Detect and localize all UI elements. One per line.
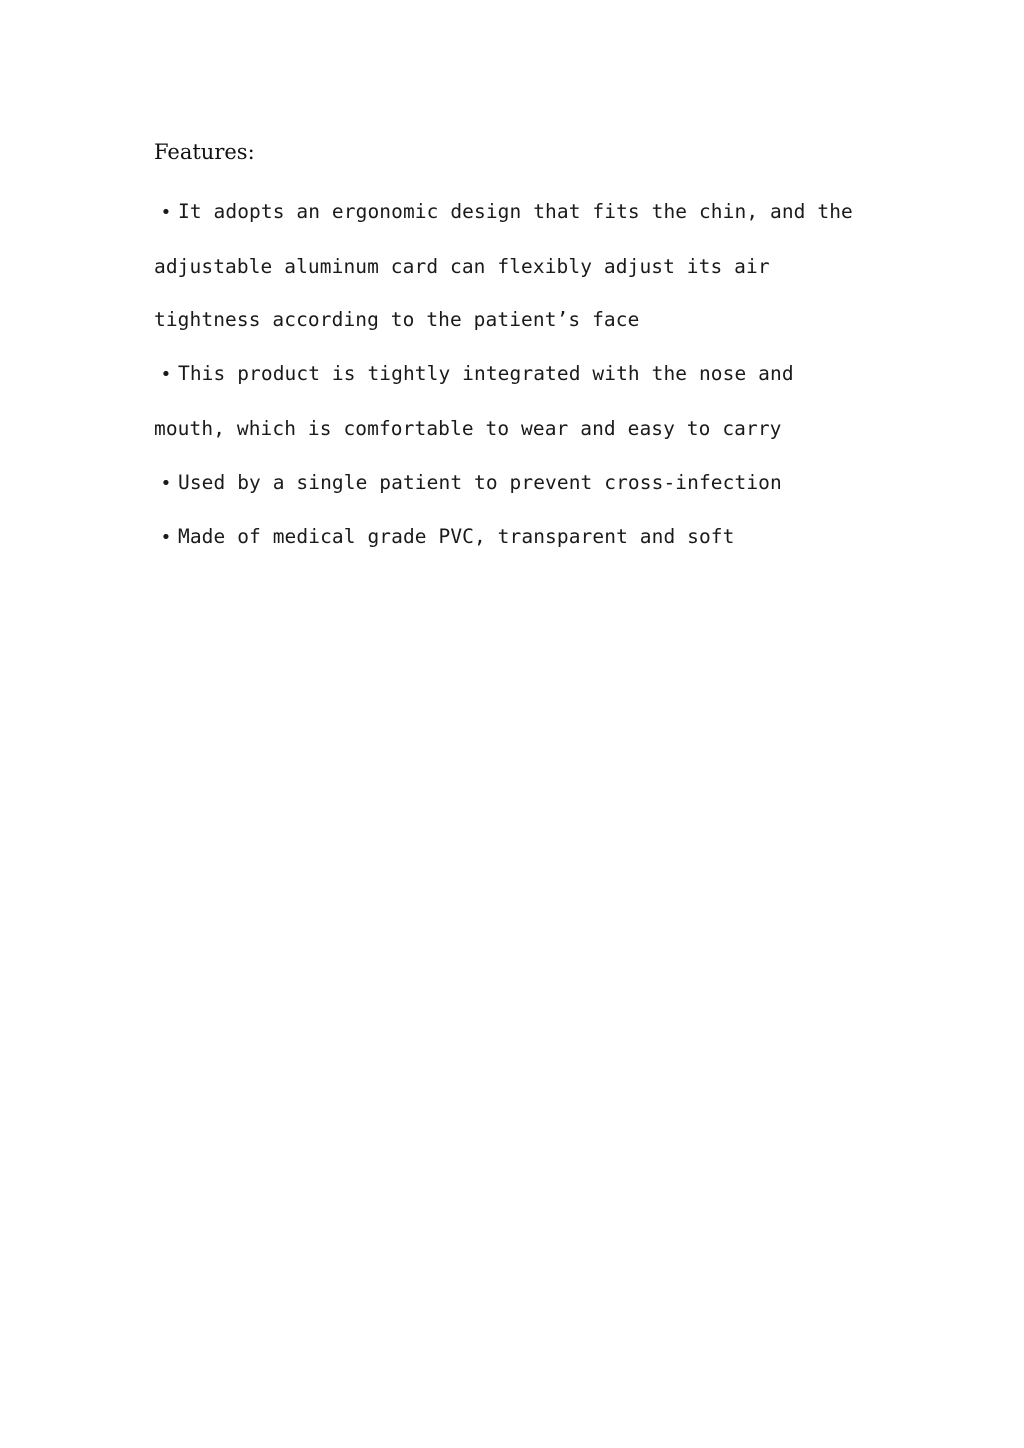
features-heading: Features: <box>154 140 255 164</box>
feature-text: Used by a single patient to prevent cross-infection <box>178 470 782 494</box>
feature-text: This product is tightly integrated with the nose and mouth, which is comfortable to wear and easy to carry <box>154 362 794 440</box>
bullet-icon: • <box>160 472 172 494</box>
feature-item <box>154 456 874 511</box>
bullet-icon: • <box>160 364 172 386</box>
feature-text: It adopts an ergonomic design that fits the chin, and the adjustable aluminum card can flexibly adjust its air tightness according to the patient’s face <box>154 200 853 332</box>
feature-item <box>154 510 874 565</box>
bullet-icon: • <box>160 202 172 223</box>
feature-text: Made of medical grade PVC, transparent and soft <box>178 525 735 549</box>
bullet-icon: • <box>160 527 172 549</box>
document-content <box>154 132 874 565</box>
feature-list <box>154 185 874 565</box>
feature-item <box>154 185 874 347</box>
feature-item <box>154 347 874 455</box>
